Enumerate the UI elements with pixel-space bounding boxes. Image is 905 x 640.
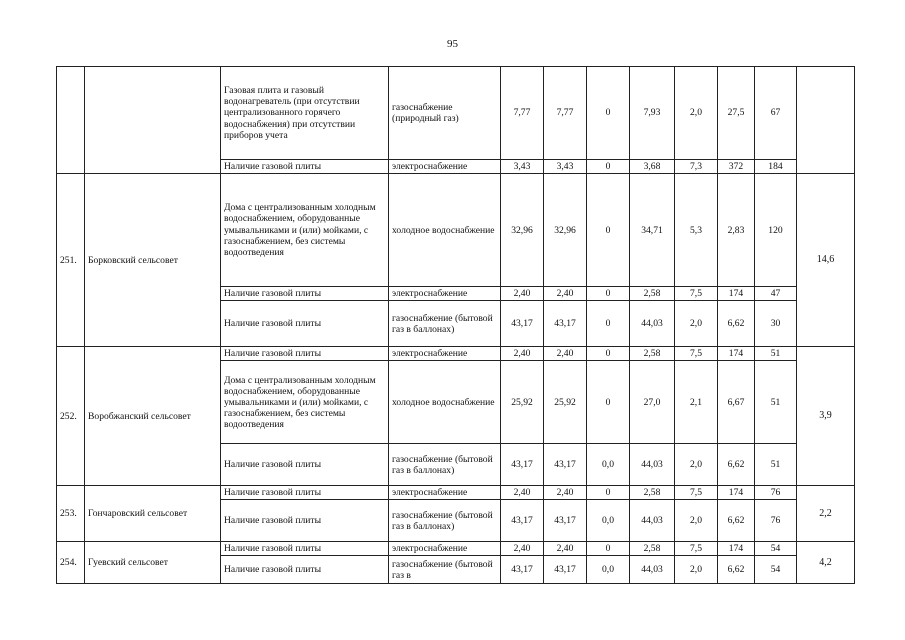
- value-cell: 6,62: [718, 444, 755, 486]
- description-cell: Газовая плита и газовый водонагреватель (при отсутствии централизованного горячего водоснабжения) при отсутствии приборов учета: [221, 67, 389, 160]
- value-cell: 0,0: [587, 556, 630, 584]
- value-cell: 32,96: [501, 174, 544, 287]
- value-cell: 0: [587, 486, 630, 500]
- settlement-name-cell: Гуевский сельсовет: [85, 542, 221, 584]
- value-cell: 6,62: [718, 556, 755, 584]
- value-cell: 6,62: [718, 301, 755, 347]
- row-number-cell: [57, 67, 85, 174]
- value-cell: 2,40: [501, 347, 544, 361]
- service-cell: газоснабжение (бытовой газ в баллонах): [389, 444, 501, 486]
- value-cell: 27,5: [718, 67, 755, 160]
- value-cell: 51: [755, 444, 797, 486]
- value-cell: 32,96: [544, 174, 587, 287]
- row-number-cell: 252.: [57, 347, 85, 486]
- value-cell: 54: [755, 556, 797, 584]
- value-cell: 0: [587, 67, 630, 160]
- value-cell: 43,17: [544, 444, 587, 486]
- value-cell: 2,58: [630, 542, 675, 556]
- description-cell: Дома с централизованным холодным водоснабжением, оборудованные умывальниками и (или) мойками, с газоснабжением, без системы водоотведения: [221, 174, 389, 287]
- value-cell: 120: [755, 174, 797, 287]
- description-cell: Наличие газовой плиты: [221, 287, 389, 301]
- description-cell: Наличие газовой плиты: [221, 556, 389, 584]
- value-cell: 34,71: [630, 174, 675, 287]
- value-cell: 7,5: [675, 287, 718, 301]
- value-cell: 43,17: [544, 500, 587, 542]
- service-cell: электроснабжение: [389, 160, 501, 174]
- service-cell: электроснабжение: [389, 486, 501, 500]
- total-cell: 14,6: [797, 174, 855, 347]
- value-cell: 54: [755, 542, 797, 556]
- settlement-name-cell: Гончаровский сельсовет: [85, 486, 221, 542]
- value-cell: 43,17: [501, 556, 544, 584]
- description-cell: Наличие газовой плиты: [221, 301, 389, 347]
- value-cell: 2,40: [501, 542, 544, 556]
- value-cell: 0,0: [587, 444, 630, 486]
- value-cell: 174: [718, 542, 755, 556]
- value-cell: 0: [587, 301, 630, 347]
- tariff-table: [56, 66, 855, 584]
- total-cell: 4,2: [797, 542, 855, 584]
- service-cell: газоснабжение (природный газ): [389, 67, 501, 160]
- description-cell: Наличие газовой плиты: [221, 486, 389, 500]
- value-cell: 44,03: [630, 500, 675, 542]
- table-row: [57, 174, 855, 287]
- value-cell: 7,5: [675, 486, 718, 500]
- value-cell: 44,03: [630, 556, 675, 584]
- value-cell: 6,62: [718, 500, 755, 542]
- value-cell: 7,77: [501, 67, 544, 160]
- value-cell: 0: [587, 287, 630, 301]
- value-cell: 25,92: [544, 361, 587, 444]
- value-cell: 184: [755, 160, 797, 174]
- value-cell: 2,0: [675, 444, 718, 486]
- value-cell: 0: [587, 160, 630, 174]
- table-row: [57, 67, 855, 160]
- value-cell: 43,17: [544, 556, 587, 584]
- settlement-name-cell: Воробжанский сельсовет: [85, 347, 221, 486]
- description-cell: Наличие газовой плиты: [221, 347, 389, 361]
- service-cell: холодное водоснабжение: [389, 361, 501, 444]
- value-cell: 44,03: [630, 444, 675, 486]
- value-cell: 0: [587, 361, 630, 444]
- value-cell: 27,0: [630, 361, 675, 444]
- value-cell: 43,17: [544, 301, 587, 347]
- value-cell: 51: [755, 361, 797, 444]
- value-cell: 25,92: [501, 361, 544, 444]
- value-cell: 2,40: [544, 347, 587, 361]
- table-row: [57, 486, 855, 500]
- description-cell: Дома с централизованным холодным водоснабжением, оборудованные умывальниками и (или) мойками, с газоснабжением, без системы водоотведения: [221, 361, 389, 444]
- page-number: 95: [447, 38, 458, 50]
- row-number-cell: 254.: [57, 542, 85, 584]
- value-cell: 2,0: [675, 556, 718, 584]
- table-row: [57, 542, 855, 556]
- value-cell: 43,17: [501, 500, 544, 542]
- value-cell: 2,58: [630, 486, 675, 500]
- value-cell: 3,68: [630, 160, 675, 174]
- value-cell: 174: [718, 287, 755, 301]
- value-cell: 174: [718, 347, 755, 361]
- value-cell: 2,58: [630, 347, 675, 361]
- value-cell: 2,83: [718, 174, 755, 287]
- value-cell: 2,40: [544, 287, 587, 301]
- value-cell: 43,17: [501, 301, 544, 347]
- value-cell: 67: [755, 67, 797, 160]
- service-cell: газоснабжение (бытовой газ в баллонах): [389, 500, 501, 542]
- description-cell: Наличие газовой плиты: [221, 500, 389, 542]
- total-cell: [797, 67, 855, 174]
- table-row: [57, 347, 855, 361]
- value-cell: 2,1: [675, 361, 718, 444]
- value-cell: 3,43: [544, 160, 587, 174]
- value-cell: 30: [755, 301, 797, 347]
- value-cell: 2,0: [675, 500, 718, 542]
- value-cell: 0: [587, 174, 630, 287]
- value-cell: 372: [718, 160, 755, 174]
- value-cell: 3,43: [501, 160, 544, 174]
- value-cell: 7,77: [544, 67, 587, 160]
- value-cell: 2,40: [501, 287, 544, 301]
- value-cell: 2,58: [630, 287, 675, 301]
- settlement-name-cell: Борковский сельсовет: [85, 174, 221, 347]
- value-cell: 43,17: [501, 444, 544, 486]
- value-cell: 5,3: [675, 174, 718, 287]
- service-cell: газоснабжение (бытовой газ в баллонах): [389, 301, 501, 347]
- value-cell: 2,40: [544, 486, 587, 500]
- value-cell: 76: [755, 500, 797, 542]
- description-cell: Наличие газовой плиты: [221, 444, 389, 486]
- value-cell: 174: [718, 486, 755, 500]
- value-cell: 0: [587, 542, 630, 556]
- total-cell: 3,9: [797, 347, 855, 486]
- value-cell: 47: [755, 287, 797, 301]
- value-cell: 7,5: [675, 347, 718, 361]
- service-cell: электроснабжение: [389, 542, 501, 556]
- value-cell: 7,93: [630, 67, 675, 160]
- value-cell: 7,3: [675, 160, 718, 174]
- value-cell: 2,0: [675, 301, 718, 347]
- value-cell: 2,0: [675, 67, 718, 160]
- service-cell: электроснабжение: [389, 287, 501, 301]
- description-cell: Наличие газовой плиты: [221, 160, 389, 174]
- settlement-name-cell: [85, 67, 221, 174]
- total-cell: 2,2: [797, 486, 855, 542]
- value-cell: 44,03: [630, 301, 675, 347]
- value-cell: 0,0: [587, 500, 630, 542]
- value-cell: 76: [755, 486, 797, 500]
- value-cell: 2,40: [544, 542, 587, 556]
- service-cell: газоснабжение (бытовой газ в: [389, 556, 501, 584]
- value-cell: 7,5: [675, 542, 718, 556]
- row-number-cell: 253.: [57, 486, 85, 542]
- value-cell: 51: [755, 347, 797, 361]
- service-cell: электроснабжение: [389, 347, 501, 361]
- value-cell: 6,67: [718, 361, 755, 444]
- value-cell: 0: [587, 347, 630, 361]
- row-number-cell: 251.: [57, 174, 85, 347]
- service-cell: холодное водоснабжение: [389, 174, 501, 287]
- value-cell: 2,40: [501, 486, 544, 500]
- description-cell: Наличие газовой плиты: [221, 542, 389, 556]
